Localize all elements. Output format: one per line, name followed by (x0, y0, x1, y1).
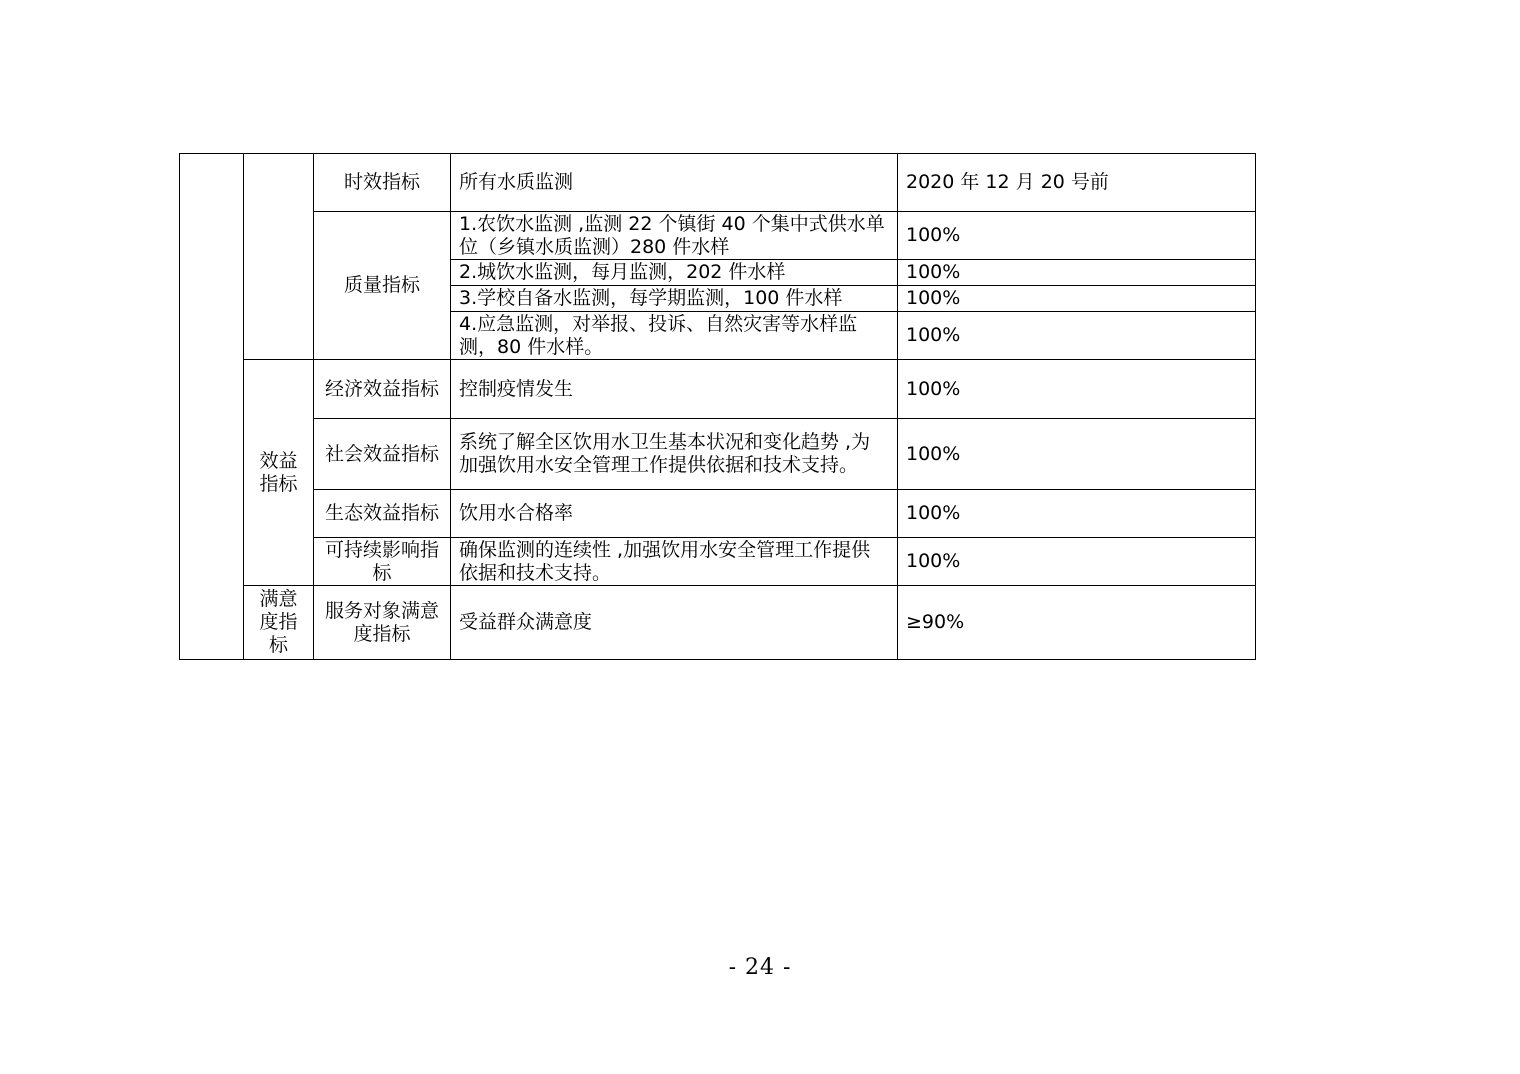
indicator-content-cell: 所有水质监测 (451, 154, 898, 212)
indicator-value-cell: 100% (898, 286, 1256, 312)
table-row (180, 419, 1256, 490)
second-level-indicator-cell (244, 154, 314, 360)
indicator-content-cell: 确保监测的连续性 ,加强饮用水安全管理工作提供依据和技术支持。 (451, 538, 898, 586)
indicator-content-cell: 4.应急监测，对举报、投诉、自然灾害等水样监测，80 件水样。 (451, 312, 898, 360)
indicator-value-cell: 100% (898, 538, 1256, 586)
third-level-indicator-cell: 经济效益指标 (314, 360, 451, 419)
third-level-indicator-cell: 质量指标 (314, 212, 451, 360)
third-level-indicator-cell: 生态效益指标 (314, 490, 451, 538)
table-row (180, 212, 1256, 260)
second-level-indicator-cell: 满意度指标 (244, 586, 314, 660)
indicator-content-cell: 2.城饮水监测，每月监测，202 件水样 (451, 260, 898, 286)
indicator-value-cell: 100% (898, 212, 1256, 260)
table-row (180, 154, 1256, 212)
indicator-content-cell: 饮用水合格率 (451, 490, 898, 538)
third-level-indicator-cell: 时效指标 (314, 154, 451, 212)
first-level-indicator-cell (180, 154, 244, 660)
indicator-value-cell: 100% (898, 360, 1256, 419)
second-level-indicator-cell: 效益指标 (244, 360, 314, 586)
indicator-content-cell: 1.农饮水监测 ,监测 22 个镇街 40 个集中式供水单位（乡镇水质监测）280 件水样 (451, 212, 898, 260)
performance-indicator-table (179, 153, 1256, 660)
indicator-content-cell: 系统了解全区饮用水卫生基本状况和变化趋势 ,为加强饮用水安全管理工作提供依据和技术支持。 (451, 419, 898, 490)
indicator-content-cell: 控制疫情发生 (451, 360, 898, 419)
page-number: - 24 - (728, 955, 792, 980)
third-level-indicator-cell: 可持续影响指标 (314, 538, 451, 586)
table-row (180, 490, 1256, 538)
indicator-content-cell: 受益群众满意度 (451, 586, 898, 660)
table-row (180, 586, 1256, 660)
table-row (180, 360, 1256, 419)
indicator-value-cell: ≥90% (898, 586, 1256, 660)
indicator-value-cell: 100% (898, 419, 1256, 490)
indicator-content-cell: 3.学校自备水监测，每学期监测，100 件水样 (451, 286, 898, 312)
table-row (180, 538, 1256, 586)
indicator-value-cell: 100% (898, 312, 1256, 360)
indicator-value-cell: 2020 年 12 月 20 号前 (898, 154, 1256, 212)
indicator-value-cell: 100% (898, 490, 1256, 538)
third-level-indicator-cell: 服务对象满意度指标 (314, 586, 451, 660)
indicator-value-cell: 100% (898, 260, 1256, 286)
third-level-indicator-cell: 社会效益指标 (314, 419, 451, 490)
